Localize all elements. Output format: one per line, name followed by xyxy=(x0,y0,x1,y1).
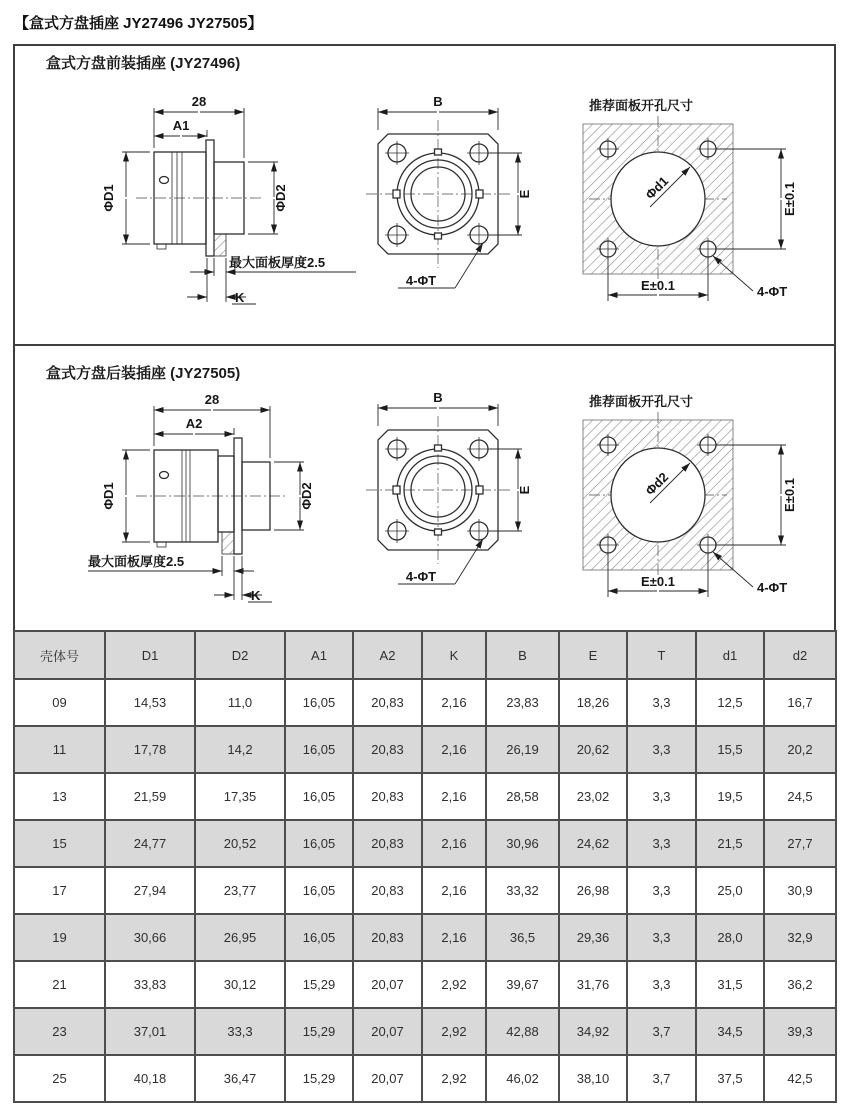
dim-spacing-v: E±0.1 xyxy=(782,182,797,216)
cutout-outline xyxy=(583,116,733,286)
table-cell: 32,9 xyxy=(764,914,836,961)
table-cell: 18,26 xyxy=(559,679,627,726)
table-cell: 23,02 xyxy=(559,773,627,820)
dim-e: E xyxy=(517,189,532,199)
column-header: K xyxy=(422,631,486,679)
table-cell: 2,92 xyxy=(422,1008,486,1055)
table-row xyxy=(14,961,836,1008)
table-cell: 16,05 xyxy=(285,679,353,726)
table-cell: 2,92 xyxy=(422,961,486,1008)
table-cell: 46,02 xyxy=(486,1055,559,1102)
table-cell: 40,18 xyxy=(105,1055,195,1102)
table-cell: 26,95 xyxy=(195,914,285,961)
table-row xyxy=(14,773,836,820)
mount-holes-label: 4-ΦT xyxy=(405,273,437,288)
table-cell: 3,3 xyxy=(627,867,696,914)
table-cell: 26,19 xyxy=(486,726,559,773)
table-cell: 36,5 xyxy=(486,914,559,961)
dim-k: K xyxy=(251,588,261,603)
dim-overall-length: 28 xyxy=(191,94,207,109)
table-cell: 3,7 xyxy=(627,1008,696,1055)
table-cell: 39,3 xyxy=(764,1008,836,1055)
table-cell: 2,92 xyxy=(422,1055,486,1102)
dimensions xyxy=(88,392,314,603)
table-cell: 13 xyxy=(14,773,105,820)
table-cell: 37,5 xyxy=(696,1055,764,1102)
polarize-dot xyxy=(160,177,169,184)
table-cell: 29,36 xyxy=(559,914,627,961)
table-cell: 20,52 xyxy=(195,820,285,867)
cutout-title: 推荐面板开孔尺寸 xyxy=(589,98,694,113)
table-cell: 26,98 xyxy=(559,867,627,914)
dim-b: B xyxy=(433,390,443,405)
table-cell: 2,16 xyxy=(422,914,486,961)
table-cell: 24,5 xyxy=(764,773,836,820)
dim-d2: ΦD2 xyxy=(299,482,314,510)
table-cell: 30,12 xyxy=(195,961,285,1008)
table-cell: 21,5 xyxy=(696,820,764,867)
table-cell: 20,07 xyxy=(353,1008,422,1055)
column-header: E xyxy=(559,631,627,679)
table-cell: 20,83 xyxy=(353,914,422,961)
table-cell: 17,78 xyxy=(105,726,195,773)
table-cell: 17,35 xyxy=(195,773,285,820)
table-cell: 15,29 xyxy=(285,961,353,1008)
column-header: d2 xyxy=(764,631,836,679)
flange-outline xyxy=(366,416,513,564)
dimensions xyxy=(101,94,356,305)
table-cell: 3,3 xyxy=(627,679,696,726)
column-header: T xyxy=(627,631,696,679)
dim-hole-dia: Φd2 xyxy=(642,469,672,499)
column-header: A2 xyxy=(353,631,422,679)
table-cell: 20,62 xyxy=(559,726,627,773)
table-cell: 42,5 xyxy=(764,1055,836,1102)
table-cell: 21 xyxy=(14,961,105,1008)
table-cell: 23 xyxy=(14,1008,105,1055)
table-cell: 11 xyxy=(14,726,105,773)
rear-mount-side-view xyxy=(86,390,358,608)
table-cell: 20,83 xyxy=(353,679,422,726)
table-cell: 16,05 xyxy=(285,773,353,820)
column-header: 壳体号 xyxy=(14,631,105,679)
table-row xyxy=(14,1008,836,1055)
table-cell: 15 xyxy=(14,820,105,867)
table-cell: 20,07 xyxy=(353,1055,422,1102)
table-cell: 38,10 xyxy=(559,1055,627,1102)
mount-holes-label: 4-ΦT xyxy=(405,569,437,584)
flange-outline xyxy=(366,120,513,268)
table-cell: 2,16 xyxy=(422,820,486,867)
table-cell: 16,05 xyxy=(285,914,353,961)
table-cell: 36,47 xyxy=(195,1055,285,1102)
table-cell: 11,0 xyxy=(195,679,285,726)
table-cell: 23,77 xyxy=(195,867,285,914)
table-cell: 19 xyxy=(14,914,105,961)
table-cell: 25 xyxy=(14,1055,105,1102)
table-cell: 27,94 xyxy=(105,867,195,914)
table-row xyxy=(14,1055,836,1102)
table-cell: 14,2 xyxy=(195,726,285,773)
front-mount-section-title: 盒式方盘前装插座 (JY27496) xyxy=(46,55,241,72)
dim-overall-length: 28 xyxy=(204,392,220,407)
front-mount-side-view xyxy=(86,92,358,307)
column-header: d1 xyxy=(696,631,764,679)
table-cell: 20,83 xyxy=(353,773,422,820)
table-row xyxy=(14,867,836,914)
table-cell: 12,5 xyxy=(696,679,764,726)
table-cell: 25,0 xyxy=(696,867,764,914)
connector-body-outline xyxy=(136,438,286,554)
table-cell: 20,83 xyxy=(353,726,422,773)
table-row xyxy=(14,726,836,773)
rear-mount-flange-view xyxy=(358,390,543,590)
table-row xyxy=(14,679,836,726)
cutout-title: 推荐面板开孔尺寸 xyxy=(589,394,694,409)
dim-d1: ΦD1 xyxy=(101,184,116,212)
table-cell: 3,3 xyxy=(627,726,696,773)
page-title: 【盒式方盘插座 JY27496 JY27505】 xyxy=(14,15,263,32)
table-cell: 39,67 xyxy=(486,961,559,1008)
table-cell: 17 xyxy=(14,867,105,914)
table-cell: 31,5 xyxy=(696,961,764,1008)
cutout-outline xyxy=(583,412,733,582)
table-cell: 33,3 xyxy=(195,1008,285,1055)
table-cell: 3,3 xyxy=(627,961,696,1008)
table-cell: 30,9 xyxy=(764,867,836,914)
table-header-row xyxy=(14,631,836,679)
table-cell: 28,0 xyxy=(696,914,764,961)
dim-spacing-h: E±0.1 xyxy=(641,278,675,293)
front-mount-cutout-view xyxy=(553,94,838,312)
column-header: D1 xyxy=(105,631,195,679)
panel-hatch xyxy=(214,234,226,256)
dim-a2: A2 xyxy=(185,416,203,431)
table-cell: 24,62 xyxy=(559,820,627,867)
column-header: D2 xyxy=(195,631,285,679)
table-cell: 42,88 xyxy=(486,1008,559,1055)
dim-e: E xyxy=(517,485,532,495)
table-cell: 2,16 xyxy=(422,867,486,914)
table-cell: 37,01 xyxy=(105,1008,195,1055)
connector-body-outline xyxy=(136,140,261,256)
table-cell: 30,96 xyxy=(486,820,559,867)
table-cell: 20,83 xyxy=(353,820,422,867)
dimensions xyxy=(378,390,532,584)
dim-b: B xyxy=(433,94,443,109)
column-header: B xyxy=(486,631,559,679)
table-cell: 21,59 xyxy=(105,773,195,820)
table-cell: 3,3 xyxy=(627,773,696,820)
dim-hole-dia: Φd1 xyxy=(642,173,672,203)
table-cell: 09 xyxy=(14,679,105,726)
table-cell: 15,29 xyxy=(285,1055,353,1102)
dim-spacing-h: E±0.1 xyxy=(641,574,675,589)
table-cell: 20,2 xyxy=(764,726,836,773)
table-cell: 24,77 xyxy=(105,820,195,867)
table-cell: 27,7 xyxy=(764,820,836,867)
mount-holes-label: 4-ΦT xyxy=(757,284,788,299)
table-cell: 33,32 xyxy=(486,867,559,914)
table-cell: 2,16 xyxy=(422,773,486,820)
table-cell: 23,83 xyxy=(486,679,559,726)
table-cell: 14,53 xyxy=(105,679,195,726)
table-row xyxy=(14,820,836,867)
table-cell: 2,16 xyxy=(422,726,486,773)
section-divider xyxy=(15,344,834,346)
table-cell: 2,16 xyxy=(422,679,486,726)
dim-spacing-v: E±0.1 xyxy=(782,478,797,512)
panel-hatch xyxy=(222,532,234,554)
table-cell: 34,5 xyxy=(696,1008,764,1055)
panel-thickness-note: 最大面板厚度2.5 xyxy=(229,255,326,270)
front-mount-flange-view xyxy=(358,94,543,294)
table-cell: 3,3 xyxy=(627,820,696,867)
table-cell: 16,05 xyxy=(285,726,353,773)
table-cell: 28,58 xyxy=(486,773,559,820)
table-cell: 34,92 xyxy=(559,1008,627,1055)
table-cell: 30,66 xyxy=(105,914,195,961)
table-cell: 20,83 xyxy=(353,867,422,914)
table-cell: 19,5 xyxy=(696,773,764,820)
table-cell: 15,29 xyxy=(285,1008,353,1055)
dimensions xyxy=(378,94,532,288)
table-cell: 16,05 xyxy=(285,867,353,914)
table-cell: 3,3 xyxy=(627,914,696,961)
dim-k: K xyxy=(235,290,245,305)
table-cell: 16,05 xyxy=(285,820,353,867)
dim-d2: ΦD2 xyxy=(273,184,288,212)
table-cell: 33,83 xyxy=(105,961,195,1008)
table-cell: 31,76 xyxy=(559,961,627,1008)
mount-holes-label: 4-ΦT xyxy=(757,580,788,595)
rear-mount-section-title: 盒式方盘后装插座 (JY27505) xyxy=(46,365,241,382)
column-header: A1 xyxy=(285,631,353,679)
table-row xyxy=(14,914,836,961)
table-cell: 15,5 xyxy=(696,726,764,773)
rear-mount-cutout-view xyxy=(553,390,838,608)
dim-d1: ΦD1 xyxy=(101,482,116,510)
polarize-dot xyxy=(160,472,169,479)
table-cell: 36,2 xyxy=(764,961,836,1008)
spec-table xyxy=(13,630,837,1103)
table-cell: 3,7 xyxy=(627,1055,696,1102)
panel-thickness-note: 最大面板厚度2.5 xyxy=(88,554,185,569)
table-cell: 16,7 xyxy=(764,679,836,726)
dim-a1: A1 xyxy=(172,118,190,133)
table-cell: 20,07 xyxy=(353,961,422,1008)
